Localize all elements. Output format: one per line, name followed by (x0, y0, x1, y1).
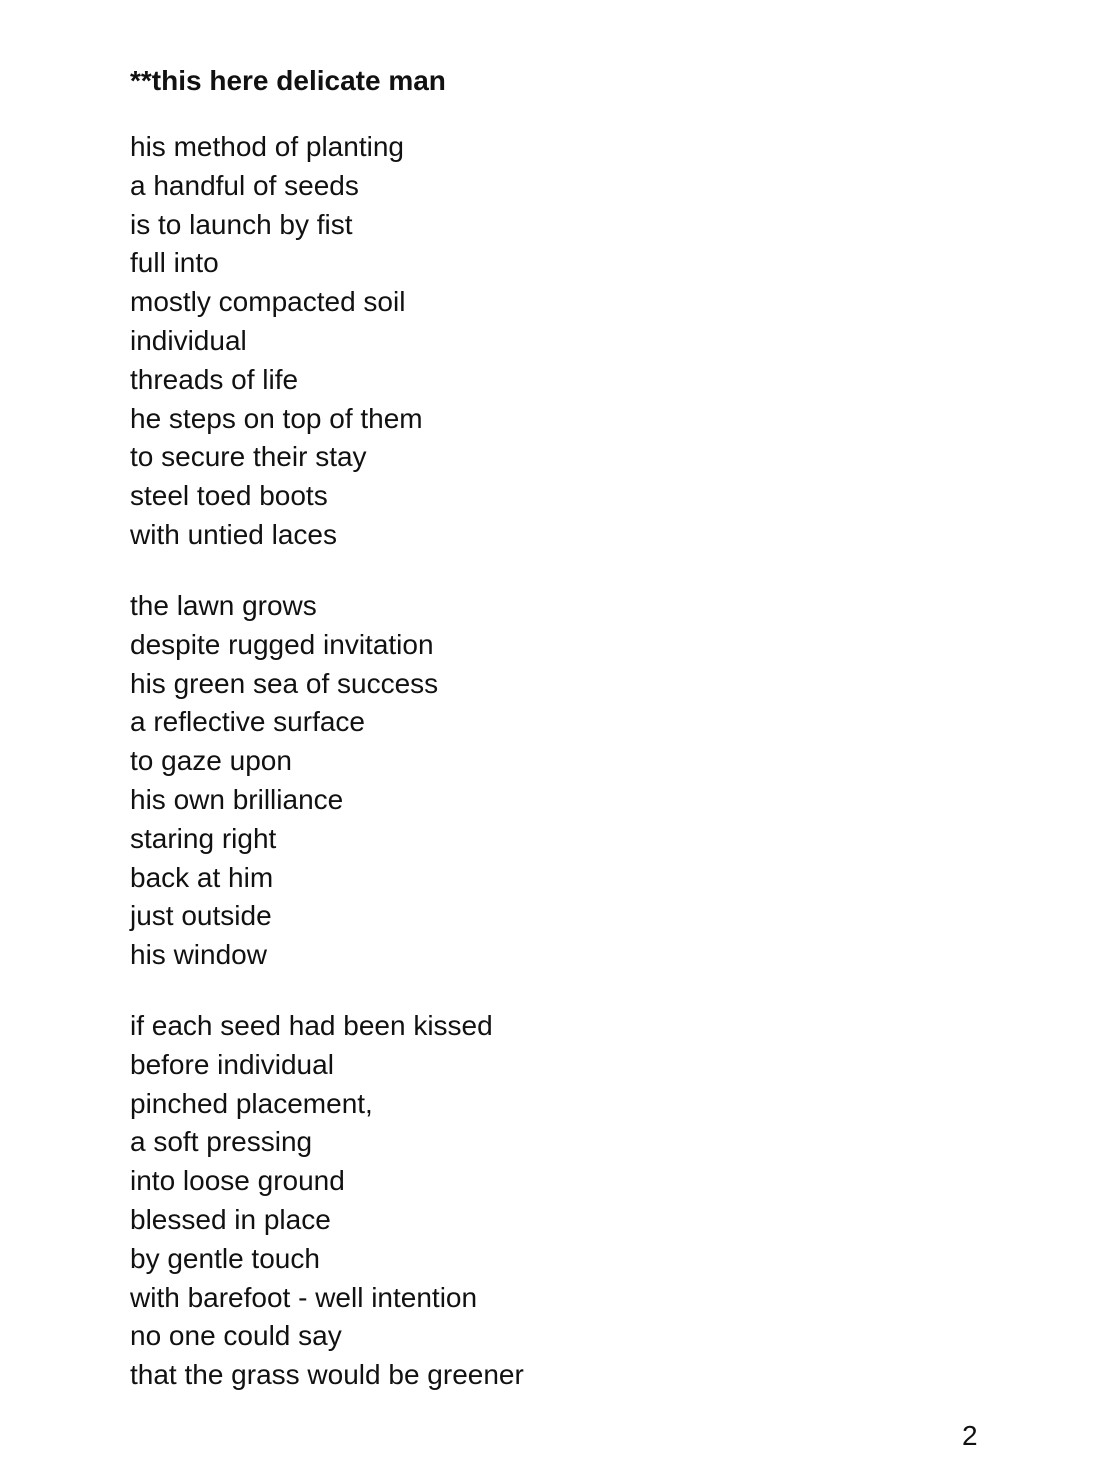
poem-title: **this here delicate man (130, 65, 446, 96)
stanza-2 (130, 587, 438, 975)
poem-line: steel toed boots (130, 480, 328, 512)
poem-line: by gentle touch (130, 1242, 320, 1274)
poem-line: staring right (130, 822, 277, 854)
stanza-3 (130, 1007, 524, 1395)
poem-line: a handful of seeds (130, 169, 359, 201)
poem-line: no one could say (130, 1320, 342, 1352)
poem-line: threads of life (130, 363, 299, 395)
poem-line: if each seed had been kissed (130, 1010, 493, 1041)
poem-line: individual (130, 324, 247, 356)
poem-line: a soft pressing (130, 1126, 313, 1158)
poem-line: pinched placement, (130, 1087, 373, 1119)
poem-line: the lawn grows (130, 590, 317, 621)
poem-line: a reflective surface (130, 706, 365, 738)
poem-line: that the grass would be greener (130, 1359, 524, 1391)
poem-line: his window (130, 939, 267, 971)
poem-line: he steps on top of them (130, 402, 423, 434)
poem-line: to secure their stay (130, 441, 367, 473)
poem-line: before individual (130, 1048, 334, 1080)
poem-line: with barefoot - well intention (130, 1281, 478, 1313)
page-number: 2 (962, 1420, 978, 1451)
poem-line: with untied laces (130, 518, 338, 550)
poem-line: full into (130, 247, 219, 279)
poem-line: his green sea of success (130, 667, 439, 699)
stanza-1 (130, 128, 423, 555)
poem-line: is to launch by fist (130, 208, 353, 240)
poem-line: despite rugged invitation (130, 628, 434, 660)
poem-line: his own brilliance (130, 783, 344, 815)
poem-line: back at him (130, 861, 274, 893)
poem-line: to gaze upon (130, 745, 292, 777)
poem-line: blessed in place (130, 1203, 331, 1235)
poem-line: into loose ground (130, 1165, 345, 1197)
poem-line: just outside (130, 900, 272, 932)
poem-line: mostly compacted soil (130, 286, 406, 318)
poem-line: his method of planting (130, 131, 404, 162)
